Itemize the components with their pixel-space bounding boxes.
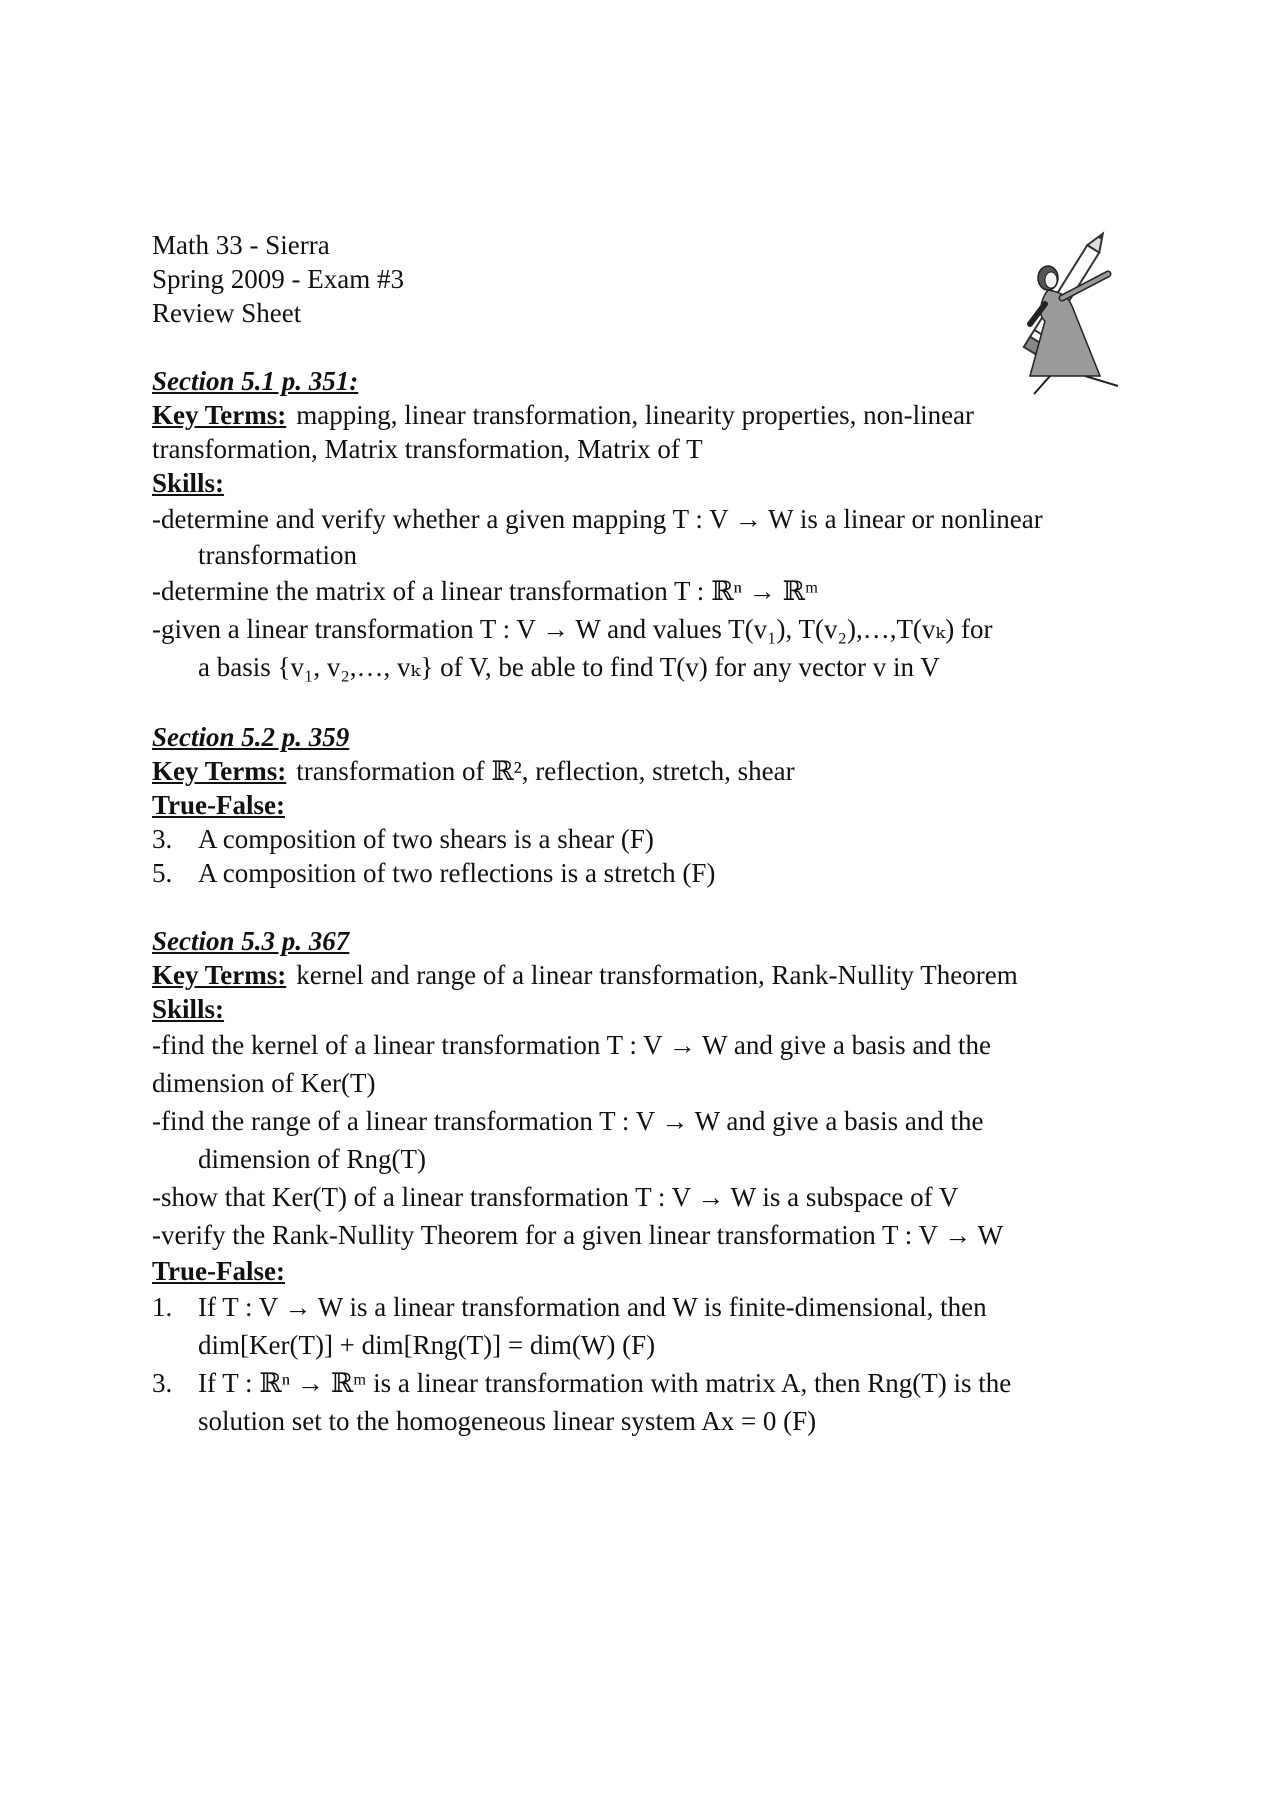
skill-item: -determine and verify whether a given mapping T : V → W is a linear or nonlinear	[152, 504, 1043, 534]
item-number: 5.	[152, 858, 173, 888]
skills-label: Skills:	[152, 994, 225, 1024]
skill-item-continued: a basis {v₁, v₂,…, vₖ} of V, be able to find T(v) for any vector v in V	[198, 652, 940, 682]
item-text: A composition of two shears is a shear (F)	[198, 824, 654, 854]
skill-item: -show that Ker(T) of a linear transformation T : V → W is a subspace of V	[152, 1182, 959, 1212]
skill-item: -find the range of a linear transformation T : V → W and give a basis and the	[152, 1106, 984, 1136]
skill-item: -determine the matrix of a linear transformation T : ℝⁿ → ℝᵐ	[152, 576, 819, 606]
skill-item: -given a linear transformation T : V → W and values T(v₁), T(v₂),…,T(vₖ) for	[152, 614, 993, 644]
item-number: 1.	[152, 1292, 173, 1322]
key-terms-text: mapping, linear transformation, linearity properties, non-linear	[296, 400, 975, 430]
skills-label: Skills:	[152, 468, 225, 498]
key-terms-label: Key Terms:	[152, 756, 287, 786]
item-text: A composition of two reflections is a stretch (F)	[198, 858, 716, 888]
true-false-item	[152, 822, 1152, 856]
true-false-item-continued: solution set to the homogeneous linear system Ax = 0 (F)	[198, 1406, 817, 1436]
skill-item: -verify the Rank-Nullity Theorem for a given linear transformation T : V → W	[152, 1220, 1004, 1250]
key-terms	[152, 754, 1152, 788]
exam-title: Spring 2009 - Exam #3	[152, 264, 404, 294]
key-terms-label: Key Terms:	[152, 400, 287, 430]
skill-item: -find the kernel of a linear transformation T : V → W and give a basis and the	[152, 1030, 992, 1060]
true-false-item	[152, 1288, 1152, 1326]
key-terms-text: transformation of ℝ², reflection, stretch, shear	[296, 756, 795, 786]
key-terms-label: Key Terms:	[152, 960, 287, 990]
item-text: If T : ℝⁿ → ℝᵐ is a linear transformation with matrix A, then Rng(T) is the	[198, 1368, 1012, 1398]
true-false-item	[152, 1364, 1152, 1402]
key-terms-continued: transformation, Matrix transformation, Matrix of T	[152, 434, 703, 464]
skill-item-continued: transformation	[198, 540, 357, 570]
true-false-label: True-False:	[152, 1256, 285, 1286]
key-terms	[152, 398, 1152, 432]
key-terms-text: kernel and range of a linear transformation, Rank-Nullity Theorem	[296, 960, 1018, 990]
section-title: Section 5.1 p. 351:	[152, 366, 359, 396]
skill-item-continued: dimension of Rng(T)	[198, 1144, 426, 1174]
sheet-title: Review Sheet	[152, 298, 302, 328]
section-title: Section 5.2 p. 359	[152, 722, 350, 752]
section-title: Section 5.3 p. 367	[152, 926, 350, 956]
skill-item-continued: dimension of Ker(T)	[152, 1068, 376, 1098]
review-sheet	[152, 228, 1152, 1440]
item-text: If T : V → W is a linear transformation and W is finite-dimensional, then	[198, 1292, 987, 1322]
item-number: 3.	[152, 1368, 173, 1398]
true-false-item-continued: dim[Ker(T)] + dim[Rng(T)] = dim(W) (F)	[198, 1330, 656, 1360]
key-terms	[152, 958, 1152, 992]
item-number: 3.	[152, 824, 173, 854]
true-false-label: True-False:	[152, 790, 285, 820]
true-false-item	[152, 856, 1152, 890]
course-title: Math 33 - Sierra	[152, 230, 330, 260]
